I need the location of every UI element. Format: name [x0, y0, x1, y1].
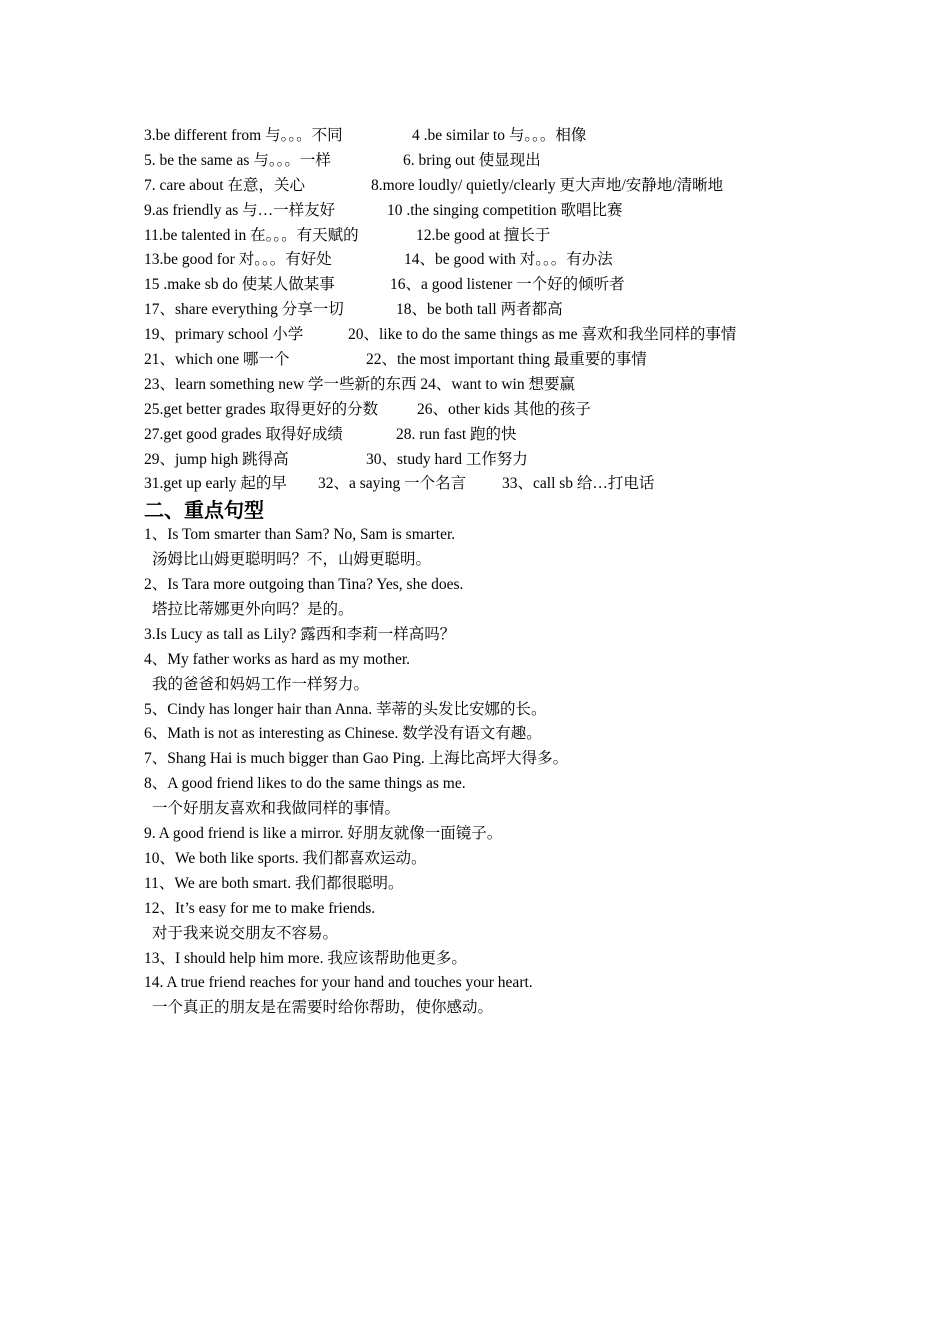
sentence-line: 12、It’s easy for me to make friends.	[144, 899, 376, 917]
phrase-item: 28. run fast 跑的快	[396, 425, 517, 443]
phrase-item: 6. bring out 使显现出	[403, 151, 541, 169]
phrase-line	[144, 348, 844, 373]
phrase-item: 7. care about 在意，关心	[144, 176, 305, 194]
phrase-line	[144, 248, 844, 273]
phrase-line	[144, 323, 844, 348]
phrase-item: 15 .make sb do 使某人做某事	[144, 276, 335, 294]
phrase-item: 3.be different from 与。。。不同	[144, 127, 343, 144]
phrase-item: 27.get good grades 取得好成绩	[144, 425, 343, 443]
phrase-line	[144, 423, 844, 448]
phrase-item: 17、share everything 分享一切	[144, 301, 344, 319]
sentence-line: 7、Shang Hai is much bigger than Gao Ping. 上海比高坪大得多。	[144, 750, 569, 768]
phrase-item: 23、learn something new 学一些新的东西 24、want to win 想要赢	[144, 375, 575, 393]
phrase-item: 13.be good for 对。。。有好处	[144, 251, 332, 269]
sentence-line: 11、We are both smart. 我们都很聪明。	[144, 874, 404, 892]
phrase-line	[144, 448, 844, 473]
phrase-item: 16、a good listener 一个好的倾听者	[390, 276, 625, 294]
phrase-item: 30、study hard 工作努力	[366, 450, 528, 468]
phrase-item: 22、the most important thing 最重要的事情	[366, 351, 647, 369]
sentence-translation: 塔拉比蒂娜更外向吗？是的。	[152, 601, 354, 619]
phrase-item: 12.be good at 擅长于	[416, 226, 551, 244]
phrase-line	[144, 298, 844, 323]
sentence-line: 4、My father works as hard as my mother.	[144, 650, 411, 668]
phrase-line	[144, 373, 844, 398]
sentence-line: 2、Is Tara more outgoing than Tina? Yes, she does.	[144, 576, 464, 594]
sentence-translation: 对于我来说交朋友不容易。	[152, 924, 339, 942]
phrase-item: 4 .be similar to 与。。。相像	[412, 127, 587, 144]
section-title: 二、重点句型	[144, 498, 264, 523]
phrase-item: 25.get better grades 取得更好的分数	[144, 400, 379, 418]
sentence-line: 8、A good friend likes to do the same things as me.	[144, 775, 466, 793]
phrase-line	[144, 472, 844, 497]
phrase-item: 19、primary school 小学	[144, 326, 304, 344]
phrase-line	[144, 199, 844, 224]
sentence-line: 9. A good friend is like a mirror. 好朋友就像一面镜子。	[144, 825, 503, 843]
phrase-item: 33、call sb 给…打电话	[502, 475, 655, 493]
phrase-item: 8.more loudly/ quietly/clearly 更大声地/安静地/清晰地	[371, 176, 724, 194]
phrase-item: 21、which one 哪一个	[144, 351, 290, 369]
phrase-item: 31.get up early 起的早	[144, 475, 287, 493]
sentence-translation: 一个真正的朋友是在需要时给你帮助，使你感动。	[152, 999, 494, 1017]
sentence-line: 3.Is Lucy as tall as Lily? 露西和李莉一样高吗？	[144, 625, 456, 643]
document-page	[144, 124, 844, 1021]
phrase-item: 10 .the singing competition 歌唱比赛	[387, 201, 623, 219]
sentence-line: 1、Is Tom smarter than Sam? No, Sam is smarter.	[144, 526, 456, 544]
sentence-line: 14. A true friend reaches for your hand and touches your heart.	[144, 974, 533, 992]
phrase-item: 26、other kids 其他的孩子	[417, 400, 591, 418]
sentence-list	[144, 523, 844, 1021]
sentence-line: 13、I should help him more. 我应该帮助他更多。	[144, 949, 467, 967]
sentence-line: 10、We both like sports. 我们都喜欢运动。	[144, 849, 427, 867]
phrase-line	[144, 174, 844, 199]
phrase-line	[144, 273, 844, 298]
sentence-translation: 汤姆比山姆更聪明吗？不，山姆更聪明。	[152, 551, 432, 569]
sentence-line: 6、Math is not as interesting as Chinese. 数学没有语文有趣。	[144, 725, 542, 743]
phrase-line	[144, 224, 844, 249]
phrase-item: 14、be good with 对。。。有办法	[404, 251, 613, 269]
phrase-line	[144, 149, 844, 174]
phrase-item: 29、jump high 跳得高	[144, 450, 289, 468]
phrase-item: 18、be both tall 两者都高	[396, 301, 563, 319]
phrase-line	[144, 398, 844, 423]
phrase-item: 32、a saying 一个名言	[318, 475, 467, 493]
sentence-translation: 一个好朋友喜欢和我做同样的事情。	[152, 800, 401, 818]
sentence-translation: 我的爸爸和妈妈工作一样努力。	[152, 675, 370, 693]
phrase-item: 20、like to do the same things as me 喜欢和我坐同样的事情	[348, 326, 737, 344]
phrase-item: 9.as friendly as 与…一样友好	[144, 201, 336, 219]
sentence-line: 5、Cindy has longer hair than Anna. 莘蒂的头发比安娜的长。	[144, 700, 547, 718]
phrase-line	[144, 124, 844, 149]
phrase-item: 11.be talented in 在。。。有天赋的	[144, 226, 359, 244]
phrase-item: 5. be the same as 与。。。一样	[144, 151, 331, 169]
phrase-list	[144, 124, 844, 497]
